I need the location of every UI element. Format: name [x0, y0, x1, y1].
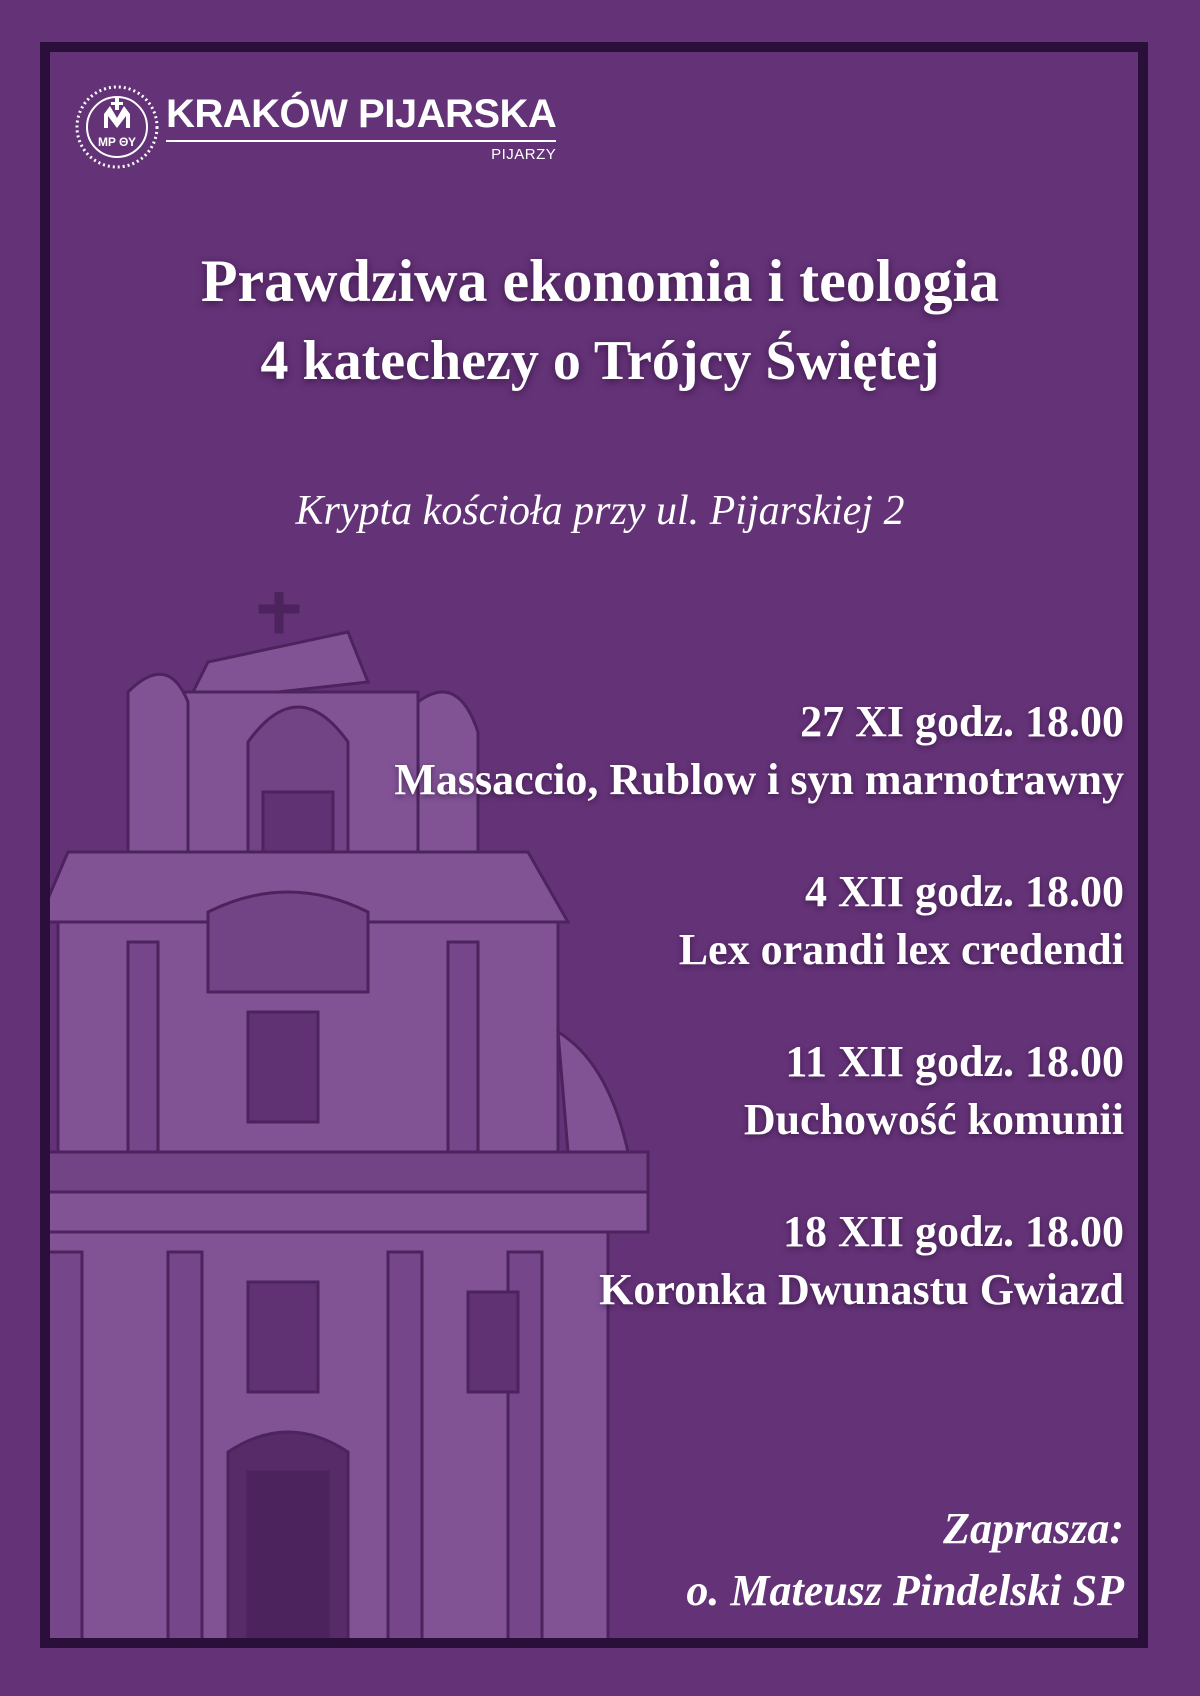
logo-subtitle: PIJARZY	[491, 145, 557, 163]
logo	[74, 84, 556, 170]
event-item	[224, 1034, 1124, 1204]
event-title: Lex orandi lex credendi	[678, 925, 1124, 974]
invite-label: Zaprasza:	[943, 1504, 1124, 1553]
logo-text	[166, 92, 556, 163]
event-title: Koronka Dwunastu Gwiazd	[599, 1265, 1124, 1314]
invitation	[686, 1498, 1124, 1622]
event-item	[224, 1204, 1124, 1374]
event-title: Massaccio, Rublow i syn marnotrawny	[394, 755, 1124, 804]
piarist-seal-icon	[74, 84, 160, 170]
event-item	[224, 694, 1124, 864]
event-title: Duchowość komunii	[743, 1095, 1124, 1144]
event-date: 18 XII godz. 18.00	[782, 1207, 1124, 1256]
event-item	[224, 864, 1124, 1034]
poster-title: Prawdziwa ekonomia i teologia	[200, 248, 1000, 314]
event-date: 11 XII godz. 18.00	[785, 1037, 1124, 1086]
invite-host: o. Mateusz Pindelski SP	[686, 1566, 1124, 1615]
poster-subtitle: 4 katechezy o Trójcy Świętej	[260, 330, 940, 392]
svg-text:MP ΘΥ: MP ΘΥ	[97, 135, 137, 149]
location: Krypta kościoła przy ul. Pijarskiej 2	[295, 488, 905, 534]
event-date: 27 XI godz. 18.00	[800, 697, 1124, 746]
event-list	[224, 694, 1124, 1374]
logo-name: KRAKÓW PIJARSKA	[166, 92, 556, 142]
event-date: 4 XII godz. 18.00	[804, 867, 1124, 916]
